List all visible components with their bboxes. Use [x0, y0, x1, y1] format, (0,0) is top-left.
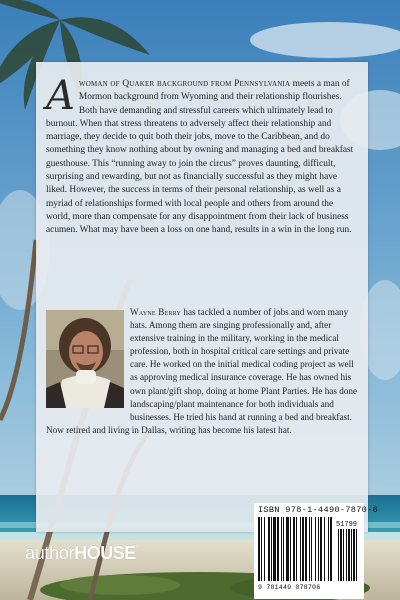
- price-code: 51799: [336, 521, 358, 529]
- barcode-digits: 9 781449 078706: [258, 584, 321, 591]
- blurb-text: meets a man of Mormon background from Wyoming and their relationship flourishes. Both have demanding and stressful careers which ultimately lead to burnout. When that stress threatens to adversely affect their relationship and marriage, they decide to quit both their jobs, move to the Caribbean, and do something they know nothing about by owning and managing a bed and breakfast guesthouse. This “running away to join the circus” proves daunting, difficult, surprising and rewarding, but not as financially successful as they might have liked. However, the success in terms of their personal relationship, as well as a myriad of relationships formed with local people and others from around the world, more than compensate for any disappointment from their lack of business acumen. What may have been a loss on one hand, results in a win in the long run.: [46, 79, 354, 236]
- publisher-logo: [25, 543, 141, 564]
- publisher-name-part1: author: [25, 543, 75, 563]
- blurb-lead: woman of Quaker background from Pennsylvania: [78, 79, 291, 89]
- isbn-label: ISBN 978-1-4490-7870-6: [258, 505, 379, 515]
- drop-cap: A: [46, 73, 75, 119]
- trademark-mark: ®: [135, 543, 141, 550]
- book-blurb: [46, 73, 358, 238]
- author-name: Wayne Berry: [130, 307, 182, 317]
- author-bio: [46, 306, 358, 437]
- publisher-name-part2: HOUSE: [74, 543, 136, 563]
- author-bio-text: has tackled a number of jobs and worn many hats. Among them are singing professionally and, after extensive training in the military, working in the medical profession, both in hospital critical care settings and private care. He worked on the initial medical coding project as well as approving medical insurance coverage. He has owned his own plant/gift shop, doing at home Plant Parties. He has done landscaping/plant maintenance for both individuals and businesses. He tried his hand at running a bed and breakfast. Now retired and living in Dallas, writing has become his latest hat.: [46, 307, 358, 435]
